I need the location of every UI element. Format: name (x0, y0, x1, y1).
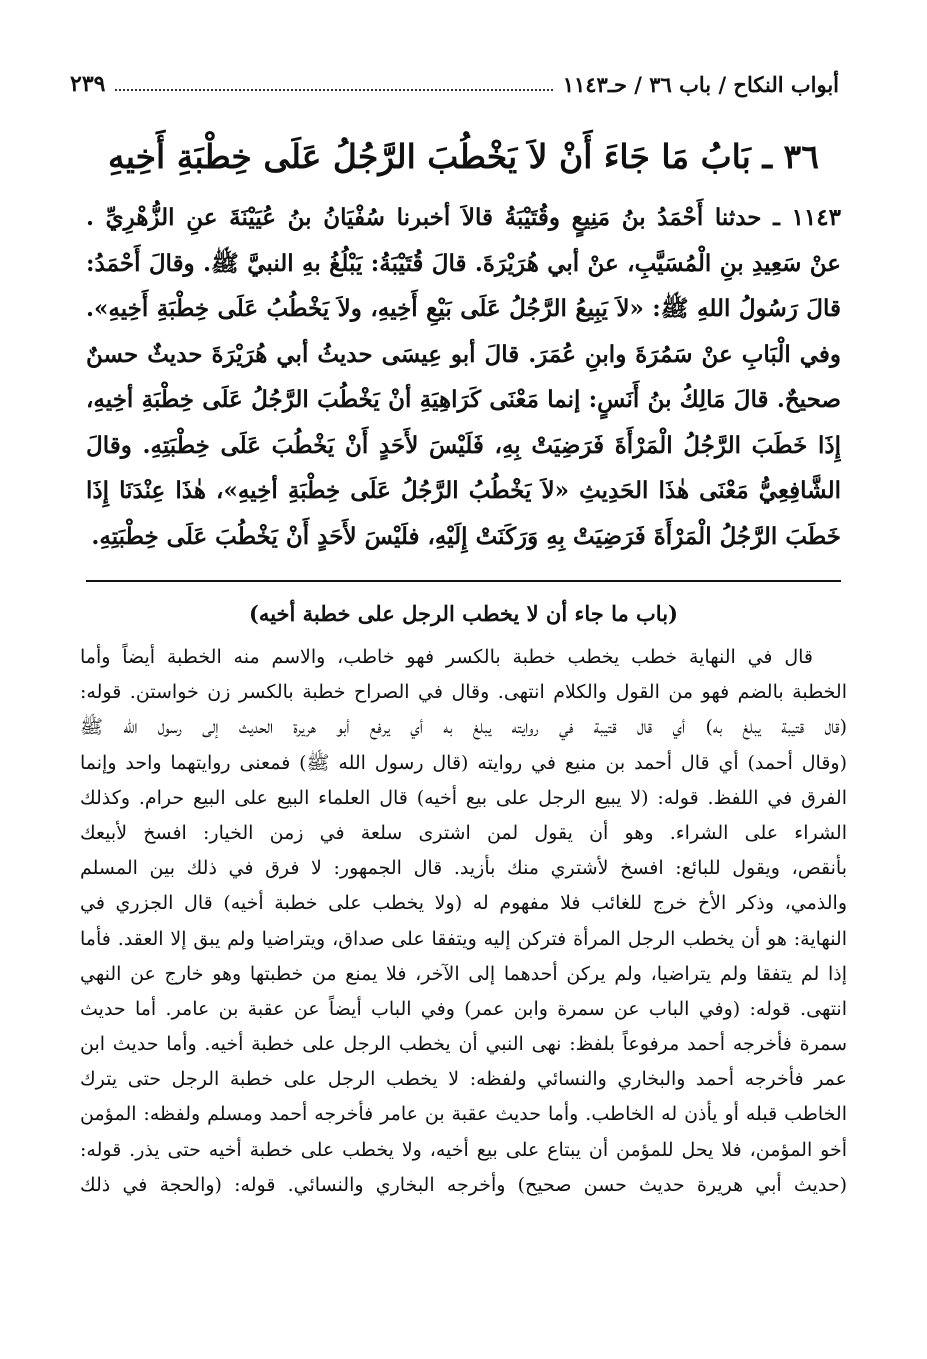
commentary-line: الشراء على الشراء. وهو أن يقول لمن اشترى سلعة في زمن الخيار: افسخ لأبيعك (80, 821, 847, 844)
commentary-title: (باب ما جاء أن لا يخطب الرجل على خطبة أخيه) (249, 601, 678, 626)
hadith-line: قالَ رَسُولُ اللهِ ﷺ: «لاَ يَبِيعُ الرَّجُلُ عَلَى بَيْعِ أَخِيهِ، ولاَ يَخْطُبُ عَلَى خِطْبَةِ أَخِيهِ». (86, 295, 841, 322)
commentary-line: (وقال أحمد) أي قال أحمد بن منيع في روايته (قال رسول الله ﷺ) فمعنى روايتهما واحد وإنما (80, 751, 847, 774)
section-divider (86, 580, 841, 582)
commentary-line: انتهى. قوله: (وفي الباب عن سمرة وابن عمر) وفي الباب أيضاً عن عقبة بن عامر. أما حديث (80, 997, 847, 1020)
commentary-line: قال في النهاية خطب يخطب خطبة بالكسر فهو خاطب، والاسم منه الخطبة أيضاً وأما (80, 646, 813, 668)
commentary-line: عمر فأخرجه أحمد والبخاري والنسائي ولفظه: لا يخطب الرجل على خطبة الرجل حتى يترك (80, 1068, 847, 1091)
hadith-line: خَطَبَ الرَّجُلُ الْمَرْأَةَ فَرَضِيَتْ بِهِ وَرَكَنَتْ إِلَيْهِ، فلَيْسَ لأَحَدٍ أَنْ يَخْطُبَ عَلَى خِطْبَتِهِ. (91, 522, 841, 550)
hadith-line: ١١٤٣ ـ حدثنا أَحْمَدُ بنُ مَنِيعٍ وقُتَيْبَةُ قالاَ أخبرنا سُفْيَانُ بنُ عُيَيْنَةَ عنِ الزُّهْرِيِّ . (86, 204, 841, 231)
commentary-line: بأنقص، ويقول للبائع: افسخ لأشتري منك بأزيد. قال الجمهور: لا فرق في ذلك بين المسلم (80, 857, 847, 880)
running-header-title: أبواب النكاح / باب ٣٦ / حـ١١٤٣ (562, 71, 839, 97)
chapter-title: ٣٦ ـ بَابُ مَا جَاءَ أَنْ لاَ يَخْطُبَ الرَّجُلُ عَلَى خِطْبَةِ أَخِيهِ (108, 137, 819, 176)
commentary-text (80, 640, 847, 1203)
hadith-line: الشَّافِعِيُّ مَعْنَى هٰذَا الحَدِيثِ «لاَ يَخْطُبُ الرَّجُلُ عَلَى خِطْبَةِ أخِيهِ»، هٰذَا عِنْدَنَا إِذَا (86, 477, 841, 504)
commentary-line: الخاطب قبله أو يأذن له الخاطب. وأما حديث عقبة بن عامر فأخرجه أحمد ومسلم ولفظه: المؤمن (80, 1103, 847, 1126)
commentary-line: (قال قتيبة يبلغ به) أي قال قتيبة في روايته يبلغ به أي يرفع أبو هريرة الحديث إلى رسول الله ﷺ (80, 716, 847, 739)
hadith-text (86, 195, 841, 559)
commentary-line: الفرق في اللفظ. قوله: (لا يبيع الرجل على بيع أخيه) قال العلماء البيع على البيع حرام. وكذلك (80, 786, 847, 809)
hadith-line: إِذَا خَطَبَ الرَّجُلُ الْمَرْأَةَ فَرَضِيَتْ بِهِ، فَلَيْسَ لأَحَدٍ أَنْ يَخْطُبَ عَلَى خِطْبَتِهِ. وقالَ (86, 431, 841, 459)
commentary-line: سمرة فأخرجه أحمد مرفوعاً بلفظ: نهى النبي أن يخطب الرجل على خطبة أخيه. وأما حديث ابن (80, 1033, 847, 1056)
page-number: ٢٣٩ (70, 71, 106, 97)
hadith-line: وفي الْبَابِ عنْ سَمُرَةَ وابنِ عُمَرَ. قالَ أبو عِيسَى حديثُ أبي هُرَيْرَةَ حديثٌ حسنٌ (86, 340, 841, 368)
commentary-line: أخو المؤمن، فلا يحل للمؤمن أن يبتاع على بيع أخيه، ولا يخطب على خطبة أخيه حتى يذر. قوله: (80, 1138, 847, 1161)
commentary-line: النهاية: هو أن يخطب الرجل المرأة فتركن إليه ويتفقا على صداق، ويتراضيا ولم يبق إلا العقد. فأما (80, 927, 847, 950)
commentary-line: إذا لم يتفقا ولم يتراضيا، ولم يركن أحدهما إلى الآخر، فلا يمنع من خطبتها وهو خارج عن النهي (80, 962, 847, 985)
commentary-line: الخطبة بالضم فهو من القول والكلام انتهى. وقال في الصراح خطبة بالكسر زن خواستن. قوله: (80, 681, 847, 704)
running-header (70, 64, 839, 104)
commentary-line: والذمي، وذكر الأخ خرج للغائب فلا مفهوم له (ولا يخطب على خطبة أخيه) قال الجزري في (80, 892, 847, 915)
dotted-leader (115, 77, 552, 91)
hadith-line: صحيحٌ. قالَ مَالِكُ بنُ أَنَسٍ: إنما مَعْنَى كَرَاهِيَةِ أنْ يَخْطُبَ الرَّجُلُ عَلَى خِطْبَةِ أخِيهِ، (86, 386, 841, 413)
commentary-line: (حديث أبي هريرة حديث حسن صحيح) وأخرجه البخاري والنسائي. قوله: (والحجة في ذلك (80, 1173, 847, 1196)
hadith-line: عنْ سَعِيدِ بنِ الْمُسَيَّبِ، عنْ أبي هُرَيْرَةَ. قالَ قُتَيْبَةُ: يَبْلُغُ بهِ النبيَّ ﷺ. وقالَ أَحْمَدُ: (86, 249, 841, 277)
